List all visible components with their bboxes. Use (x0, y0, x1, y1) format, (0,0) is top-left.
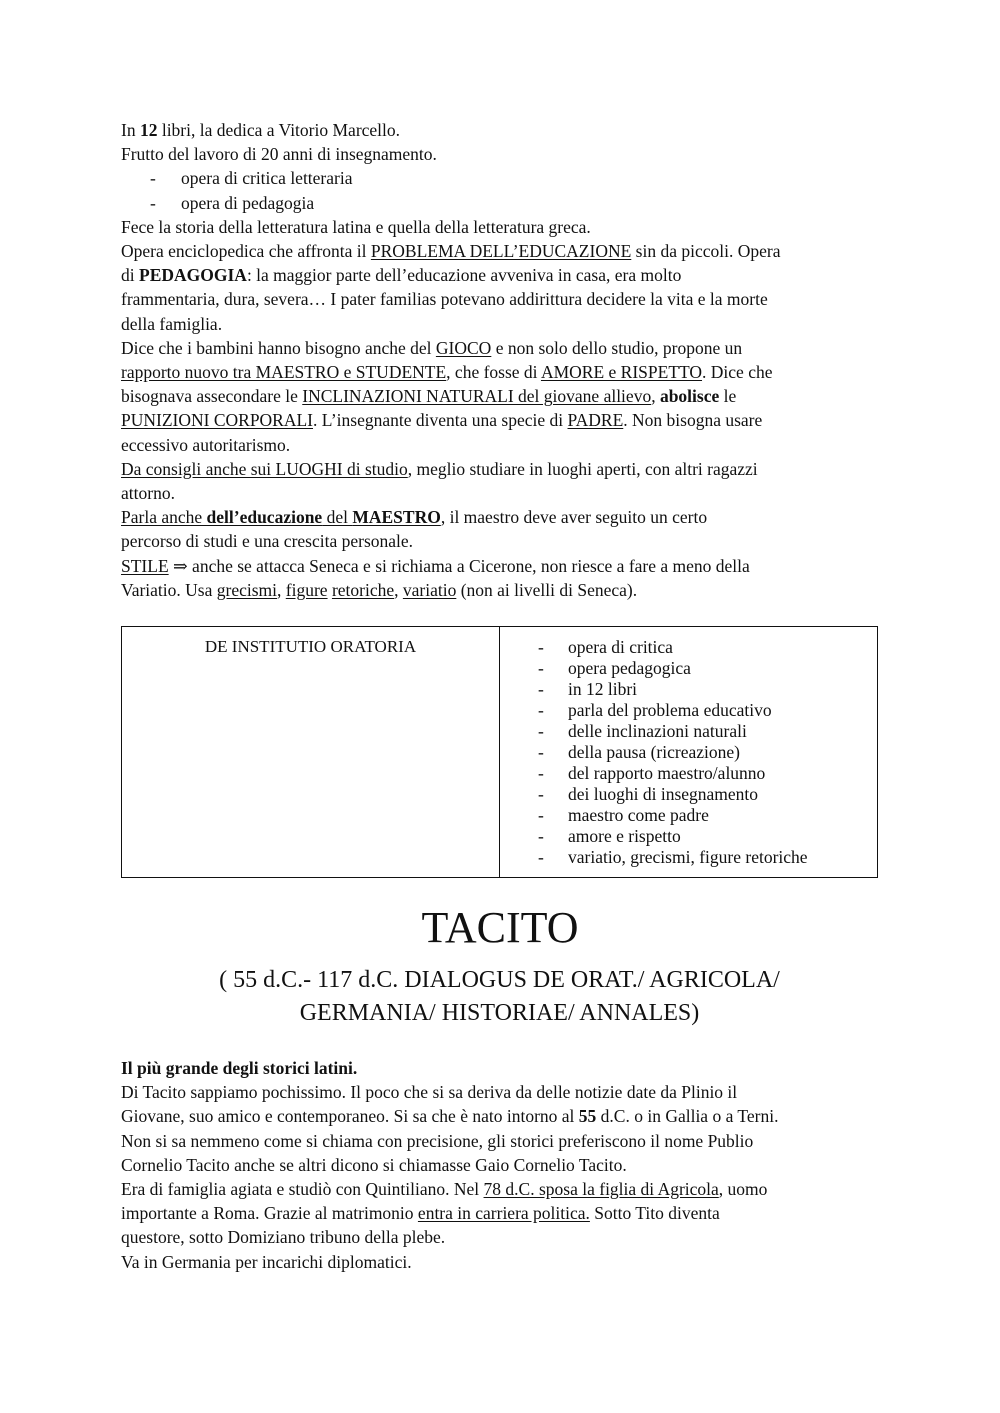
text-line: Non si sa nemmeno come si chiama con precisione, gli storici preferiscono il nome Publio (121, 1130, 754, 1151)
text-line (121, 457, 881, 481)
text-line (121, 118, 881, 142)
text: , (394, 579, 403, 600)
features-list (500, 637, 877, 868)
text-line (121, 263, 881, 287)
text: , (651, 386, 660, 407)
text: . Dice che (702, 362, 773, 383)
underlined-text: rapporto nuovo tra MAESTRO e STUDENTE (121, 362, 447, 383)
text: : la maggior parte dell’educazione avveniva in casa, era molto (246, 265, 682, 286)
text: sin da piccoli. Opera (631, 241, 781, 262)
dash-marker: - (538, 700, 544, 720)
dash-marker: - (538, 721, 544, 741)
underlined-text: PROBLEMA DELL’EDUCAZIONE (370, 241, 632, 262)
dash-marker: - (538, 637, 544, 657)
text: di (121, 265, 139, 286)
text-line (121, 384, 881, 408)
list-item-text: maestro come padre (568, 805, 709, 825)
underlined-text: entra in carriera politica. (417, 1203, 590, 1224)
list-item (538, 742, 877, 763)
text: Variatio. Usa (121, 579, 217, 600)
list-item (538, 805, 877, 826)
list-item (538, 637, 877, 658)
text: In (121, 120, 140, 140)
text: , uomo (718, 1179, 768, 1200)
text: , il maestro deve aver seguito un certo (440, 507, 708, 528)
dash-marker: - (538, 826, 544, 846)
underlined-text: Parla anche (121, 507, 207, 528)
text: Giovane, suo amico e contemporaneo. Si sa che è nato intorno al (121, 1106, 579, 1127)
text-line: della famiglia. (121, 313, 223, 334)
text-line (121, 554, 881, 578)
list-item-text: della pausa (ricreazione) (568, 742, 740, 762)
bullet-item (121, 191, 881, 215)
section-title: TACITO (421, 903, 579, 952)
list-item (538, 784, 877, 805)
text: , meglio studiare in luoghi aperti, con altri ragazzi (407, 458, 758, 479)
bullet-item (121, 166, 881, 190)
bold-underlined-text: dell’educazione (206, 507, 323, 528)
text-line (121, 239, 881, 263)
text-line: eccessivo autoritarismo. (121, 434, 291, 455)
text-line (121, 1201, 891, 1225)
text-line (121, 1177, 891, 1201)
bold-text: 55 (578, 1106, 597, 1127)
underlined-text: grecismi (216, 579, 278, 600)
table-cell-list (500, 627, 878, 878)
quintiliano-notes (121, 118, 881, 602)
text: Era di famiglia agiata e studiò con Quintiliano. Nel (121, 1179, 484, 1200)
list-item (538, 826, 877, 847)
bold-text: 12 (139, 120, 158, 140)
dash-marker: - (150, 168, 156, 189)
list-item-text: delle inclinazioni naturali (568, 721, 747, 741)
dash-marker: - (538, 847, 544, 867)
work-title: DE INSTITUTIO ORATORIA (204, 637, 417, 656)
text-line (121, 1104, 891, 1128)
list-item (538, 700, 877, 721)
dash-marker: - (538, 658, 544, 678)
text: . L’insegnante diventa una specie di (313, 410, 568, 431)
text: le (719, 386, 737, 407)
bullet-text: opera di pedagogia (181, 192, 315, 213)
text-line: Cornelio Tacito anche se altri dicono si chiamasse Gaio Cornelio Tacito. (121, 1154, 627, 1175)
bullet-text: opera di critica letteraria (181, 168, 353, 189)
underlined-text: Da consigli anche sui LUOGHI di studio (121, 458, 408, 479)
text: ⇒ anche se attacca Seneca e si richiama a Cicerone, non riesce a fare a meno della (168, 555, 750, 576)
bold-underlined-text: MAESTRO (352, 507, 441, 528)
text: , che fosse di (446, 362, 541, 383)
underlined-text: PADRE (567, 410, 624, 431)
text: (non ai livelli di Seneca). (456, 579, 638, 600)
text: libri, la dedica a Vitorio Marcello. (157, 120, 401, 140)
text: , (277, 579, 286, 600)
underlined-text: retoriche (331, 579, 395, 600)
subtitle-line: ( 55 d.C.- 117 d.C. DIALOGUS DE ORAT./ AGRICOLA/ (219, 967, 780, 993)
list-item-text: in 12 libri (568, 679, 638, 699)
dash-marker: - (150, 192, 156, 213)
list-item-text: variatio, grecismi, figure retoriche (568, 847, 808, 867)
text: d.C. o in Gallia o a Terni. (596, 1106, 779, 1127)
underlined-text: figure (285, 579, 328, 600)
text: e non solo dello studio, propone un (491, 337, 743, 358)
list-item-text: opera di critica (568, 637, 673, 657)
text-line: frammentaria, dura, severa… I pater familias potevano addirittura decidere la vita e la morte (121, 289, 768, 310)
bold-heading: Il più grande degli storici latini. (121, 1058, 358, 1078)
subtitle-line: GERMANIA/ HISTORIAE/ ANNALES) (299, 1000, 700, 1026)
text-line: Va in Germania per incarichi diplomatici. (121, 1251, 412, 1272)
text: importante a Roma. Grazie al matrimonio (121, 1203, 418, 1224)
list-item (538, 679, 877, 700)
text-line (121, 360, 881, 384)
text: Sotto Tito diventa (589, 1203, 720, 1224)
underlined-text: STILE (121, 555, 169, 576)
text-line (121, 1056, 891, 1080)
list-item (538, 847, 877, 868)
list-item-text: amore e rispetto (568, 826, 681, 846)
list-item-text: parla del problema educativo (568, 700, 772, 720)
dash-marker: - (538, 679, 544, 699)
list-item (538, 658, 877, 679)
text: bisognava assecondare le (121, 386, 303, 407)
dash-marker: - (538, 763, 544, 783)
table-row (122, 627, 878, 878)
text-line (121, 408, 881, 432)
underlined-text: PUNIZIONI CORPORALI (121, 410, 314, 431)
list-item (538, 763, 877, 784)
list-item-text: dei luoghi di insegnamento (568, 784, 759, 804)
underlined-text: INCLINAZIONI NATURALI del giovane allievo (302, 386, 652, 407)
dash-marker: - (538, 742, 544, 762)
text: Opera enciclopedica che affronta il (121, 241, 371, 262)
section-subtitle (121, 964, 878, 1030)
text-line (121, 336, 881, 360)
text-line: Fece la storia della letteratura latina e quella della letteratura greca. (121, 216, 591, 237)
underlined-text: del (322, 507, 353, 528)
bold-text: PEDAGOGIA (139, 265, 247, 286)
table-cell-title (122, 627, 500, 878)
underlined-text: variatio (402, 579, 457, 600)
underlined-text: 78 d.C. sposa la figlia di Agricola (483, 1179, 719, 1200)
bold-text: abolisce (659, 386, 720, 407)
underlined-text: AMORE e RISPETTO (540, 362, 703, 383)
text-line (121, 505, 881, 529)
tacito-notes (121, 1056, 891, 1274)
list-item (538, 721, 877, 742)
text: . Non bisogna usare (623, 410, 763, 431)
dash-marker: - (538, 805, 544, 825)
text: Dice che i bambini hanno bisogno anche del (121, 337, 436, 358)
dash-marker: - (538, 784, 544, 804)
list-item-text: opera pedagogica (568, 658, 691, 678)
list-item-text: del rapporto maestro/alunno (568, 763, 766, 783)
text-line (121, 578, 881, 602)
text-line: Di Tacito sappiamo pochissimo. Il poco che si sa deriva da delle notizie date da Plinio il (121, 1082, 738, 1103)
text-line: Frutto del lavoro di 20 anni di insegnamento. (121, 144, 437, 165)
text-line: percorso di studi e una crescita personale. (121, 531, 414, 552)
underlined-text: GIOCO (435, 337, 492, 358)
text-line: attorno. (121, 483, 175, 504)
text-line: questore, sotto Domiziano tribuno della plebe. (121, 1227, 446, 1248)
summary-table (121, 626, 878, 878)
